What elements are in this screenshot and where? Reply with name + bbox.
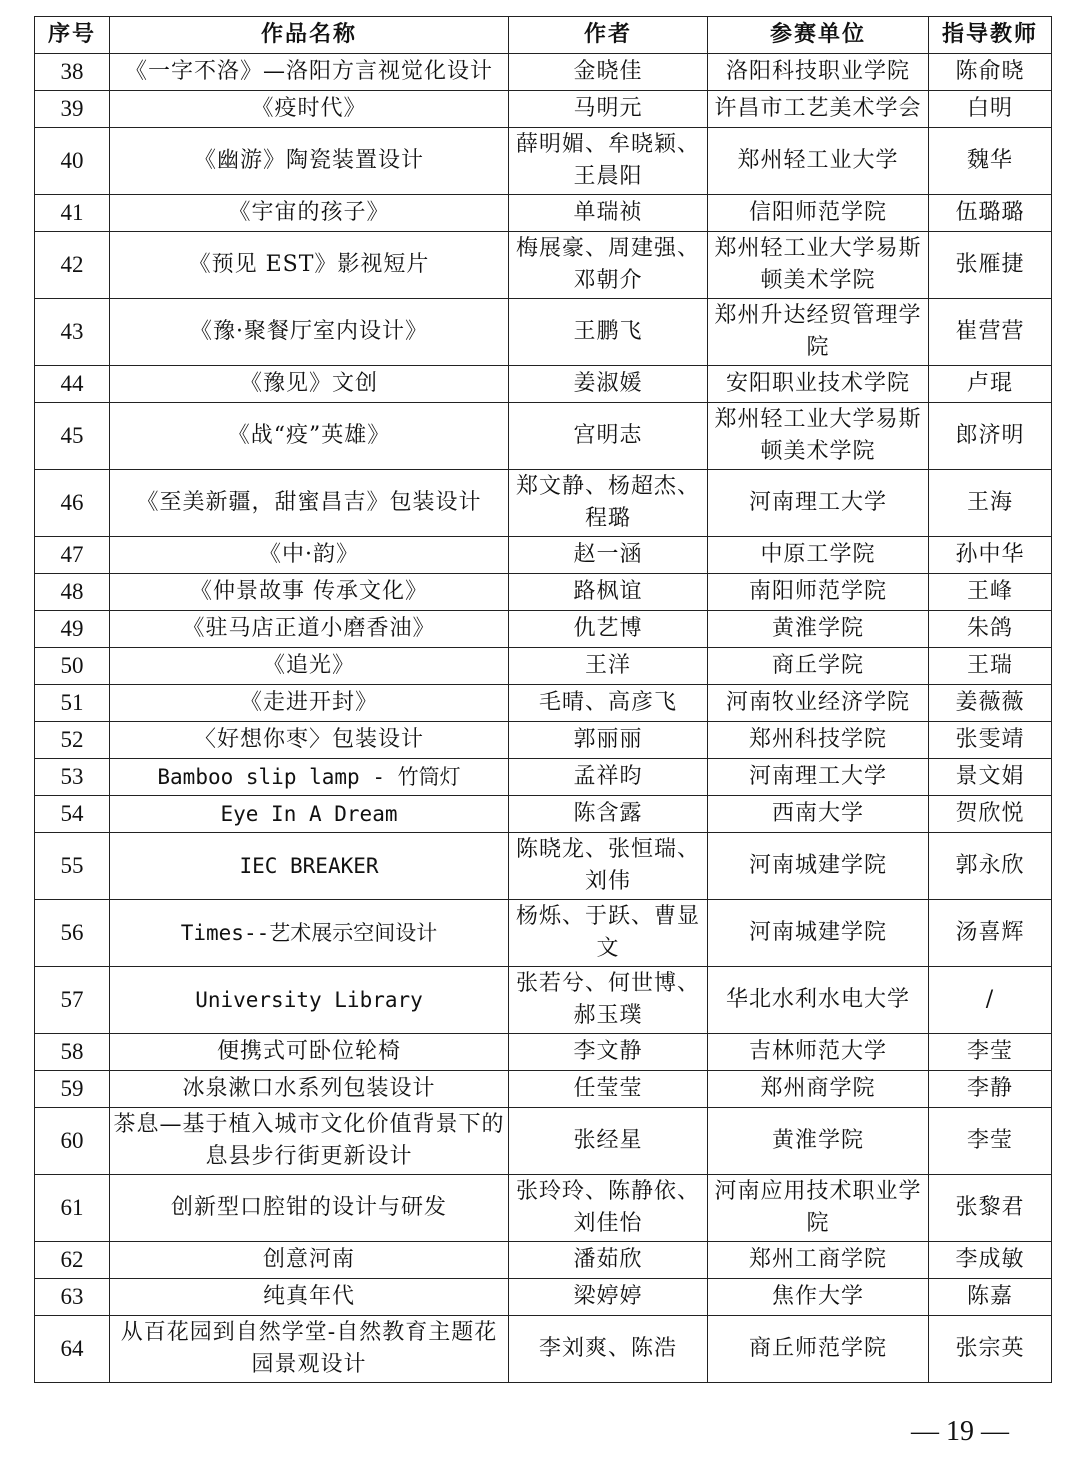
cell-number: 43 — [35, 299, 110, 366]
cell-unit: 郑州科技学院 — [708, 722, 929, 759]
cell-teacher: 王峰 — [929, 574, 1052, 611]
cell-unit: 华北水利水电大学 — [708, 967, 929, 1034]
cell-title: University Library — [110, 967, 509, 1034]
cell-number: 49 — [35, 611, 110, 648]
cell-teacher: 卢琨 — [929, 366, 1052, 403]
cell-unit: 河南理工大学 — [708, 470, 929, 537]
cell-number: 46 — [35, 470, 110, 537]
cell-number: 63 — [35, 1279, 110, 1316]
table-row — [35, 366, 1052, 403]
page-number: — 19 — — [911, 1416, 1009, 1447]
cell-teacher: 孙中华 — [929, 537, 1052, 574]
cell-title: 《豫见》文创 — [110, 366, 509, 403]
cell-number: 40 — [35, 128, 110, 195]
table-header-row — [35, 17, 1052, 54]
cell-author: 孟祥昀 — [509, 759, 708, 796]
cell-author: 马明元 — [509, 91, 708, 128]
cell-teacher: 陈俞晓 — [929, 54, 1052, 91]
cell-author: 任莹莹 — [509, 1071, 708, 1108]
cell-author: 梁婷婷 — [509, 1279, 708, 1316]
cell-author: 毛晴、高彦飞 — [509, 685, 708, 722]
cell-number: 50 — [35, 648, 110, 685]
cell-author: 郭丽丽 — [509, 722, 708, 759]
table-row — [35, 833, 1052, 900]
cell-author: 薛明媚、牟晓颖、王晨阳 — [509, 128, 708, 195]
cell-teacher: / — [929, 967, 1052, 1034]
cell-author: 姜淑媛 — [509, 366, 708, 403]
cell-author: 张玲玲、陈静依、刘佳怡 — [509, 1175, 708, 1242]
cell-unit: 河南城建学院 — [708, 833, 929, 900]
cell-title: 《预见 EST》影视短片 — [110, 232, 509, 299]
cell-title: 《驻马店正道小磨香油》 — [110, 611, 509, 648]
cell-unit: 郑州轻工业大学易斯顿美术学院 — [708, 403, 929, 470]
cell-teacher: 陈嘉 — [929, 1279, 1052, 1316]
cell-author: 仇艺博 — [509, 611, 708, 648]
cell-number: 41 — [35, 195, 110, 232]
cell-title: Eye In A Dream — [110, 796, 509, 833]
cell-title: 《战“疫”英雄》 — [110, 403, 509, 470]
cell-teacher: 张黎君 — [929, 1175, 1052, 1242]
cell-unit: 河南应用技术职业学院 — [708, 1175, 929, 1242]
cell-unit: 郑州工商学院 — [708, 1242, 929, 1279]
cell-teacher: 汤喜辉 — [929, 900, 1052, 967]
cell-teacher: 朱鸽 — [929, 611, 1052, 648]
cell-teacher: 伍璐璐 — [929, 195, 1052, 232]
cell-teacher: 郭永欣 — [929, 833, 1052, 900]
table-row — [35, 967, 1052, 1034]
cell-number: 64 — [35, 1316, 110, 1383]
cell-author: 赵一涵 — [509, 537, 708, 574]
cell-number: 62 — [35, 1242, 110, 1279]
cell-teacher: 崔营营 — [929, 299, 1052, 366]
cell-teacher: 贺欣悦 — [929, 796, 1052, 833]
cell-unit: 黄淮学院 — [708, 611, 929, 648]
cell-author: 郑文静、杨超杰、程璐 — [509, 470, 708, 537]
cell-unit: 洛阳科技职业学院 — [708, 54, 929, 91]
cell-teacher: 李成敏 — [929, 1242, 1052, 1279]
cell-teacher: 张雯靖 — [929, 722, 1052, 759]
header-unit: 参赛单位 — [708, 17, 929, 54]
cell-title: 《幽游》陶瓷装置设计 — [110, 128, 509, 195]
cell-title: IEC BREAKER — [110, 833, 509, 900]
cell-unit: 中原工学院 — [708, 537, 929, 574]
cell-title: 〈好想你枣〉包装设计 — [110, 722, 509, 759]
cell-teacher: 魏华 — [929, 128, 1052, 195]
cell-title: 《仲景故事 传承文化》 — [110, 574, 509, 611]
cell-unit: 安阳职业技术学院 — [708, 366, 929, 403]
cell-unit: 黄淮学院 — [708, 1108, 929, 1175]
cell-teacher: 景文娟 — [929, 759, 1052, 796]
cell-number: 61 — [35, 1175, 110, 1242]
cell-teacher: 李静 — [929, 1071, 1052, 1108]
cell-author: 李文静 — [509, 1034, 708, 1071]
table-row — [35, 195, 1052, 232]
table-row — [35, 1108, 1052, 1175]
cell-teacher: 李莹 — [929, 1108, 1052, 1175]
cell-title: 创新型口腔钳的设计与研发 — [110, 1175, 509, 1242]
cell-number: 42 — [35, 232, 110, 299]
cell-number: 39 — [35, 91, 110, 128]
cell-author: 路枫谊 — [509, 574, 708, 611]
cell-teacher: 李莹 — [929, 1034, 1052, 1071]
table-row — [35, 403, 1052, 470]
table-row — [35, 299, 1052, 366]
cell-unit: 许昌市工艺美术学会 — [708, 91, 929, 128]
table-row — [35, 722, 1052, 759]
cell-teacher: 姜薇薇 — [929, 685, 1052, 722]
cell-number: 57 — [35, 967, 110, 1034]
table-row — [35, 1279, 1052, 1316]
cell-title: 纯真年代 — [110, 1279, 509, 1316]
cell-number: 58 — [35, 1034, 110, 1071]
cell-unit: 商丘学院 — [708, 648, 929, 685]
cell-unit: 南阳师范学院 — [708, 574, 929, 611]
cell-teacher: 张雁捷 — [929, 232, 1052, 299]
header-teacher: 指导教师 — [929, 17, 1052, 54]
cell-author: 王鹏飞 — [509, 299, 708, 366]
table-body — [35, 54, 1052, 1383]
table-row — [35, 900, 1052, 967]
cell-title: 《走进开封》 — [110, 685, 509, 722]
cell-number: 60 — [35, 1108, 110, 1175]
cell-title: 《豫·聚餐厅室内设计》 — [110, 299, 509, 366]
table-row — [35, 611, 1052, 648]
cell-number: 56 — [35, 900, 110, 967]
cell-author: 金晓佳 — [509, 54, 708, 91]
cell-title: 冰泉漱口水系列包装设计 — [110, 1071, 509, 1108]
cell-unit: 河南牧业经济学院 — [708, 685, 929, 722]
cell-teacher: 王海 — [929, 470, 1052, 537]
cell-unit: 西南大学 — [708, 796, 929, 833]
table-row — [35, 537, 1052, 574]
table-row — [35, 470, 1052, 537]
table-row — [35, 685, 1052, 722]
cell-title: 《中·韵》 — [110, 537, 509, 574]
cell-title: 《疫时代》 — [110, 91, 509, 128]
cell-unit: 郑州轻工业大学 — [708, 128, 929, 195]
cell-unit: 郑州商学院 — [708, 1071, 929, 1108]
cell-number: 38 — [35, 54, 110, 91]
cell-title: 便携式可卧位轮椅 — [110, 1034, 509, 1071]
cell-teacher: 王瑞 — [929, 648, 1052, 685]
table-row — [35, 54, 1052, 91]
table-row — [35, 91, 1052, 128]
header-author: 作者 — [509, 17, 708, 54]
cell-number: 51 — [35, 685, 110, 722]
cell-unit: 河南理工大学 — [708, 759, 929, 796]
cell-number: 45 — [35, 403, 110, 470]
cell-unit: 吉林师范大学 — [708, 1034, 929, 1071]
cell-author: 张若兮、何世博、郝玉璞 — [509, 967, 708, 1034]
cell-title: 《至美新疆，甜蜜昌吉》包装设计 — [110, 470, 509, 537]
cell-title: 《一字不洛》—洛阳方言视觉化设计 — [110, 54, 509, 91]
header-number: 序号 — [35, 17, 110, 54]
table-row — [35, 1242, 1052, 1279]
header-title: 作品名称 — [110, 17, 509, 54]
cell-author: 王洋 — [509, 648, 708, 685]
table-row — [35, 796, 1052, 833]
cell-teacher: 白明 — [929, 91, 1052, 128]
cell-number: 53 — [35, 759, 110, 796]
cell-author: 张经星 — [509, 1108, 708, 1175]
cell-title: 《追光》 — [110, 648, 509, 685]
table-row — [35, 232, 1052, 299]
awards-table — [34, 16, 1052, 1383]
cell-number: 44 — [35, 366, 110, 403]
cell-author: 宫明志 — [509, 403, 708, 470]
table-row — [35, 1071, 1052, 1108]
cell-teacher: 张宗英 — [929, 1316, 1052, 1383]
cell-number: 48 — [35, 574, 110, 611]
cell-unit: 郑州升达经贸管理学院 — [708, 299, 929, 366]
cell-number: 47 — [35, 537, 110, 574]
table-row — [35, 128, 1052, 195]
cell-unit: 焦作大学 — [708, 1279, 929, 1316]
cell-author: 陈晓龙、张恒瑞、刘伟 — [509, 833, 708, 900]
cell-unit: 信阳师范学院 — [708, 195, 929, 232]
cell-teacher: 郎济明 — [929, 403, 1052, 470]
table-row — [35, 759, 1052, 796]
cell-title: 茶息—基于植入城市文化价值背景下的息县步行街更新设计 — [110, 1108, 509, 1175]
cell-author: 单瑞祯 — [509, 195, 708, 232]
table-row — [35, 574, 1052, 611]
cell-title: 《宇宙的孩子》 — [110, 195, 509, 232]
cell-title: 从百花园到自然学堂-自然教育主题花园景观设计 — [110, 1316, 509, 1383]
cell-number: 54 — [35, 796, 110, 833]
cell-number: 59 — [35, 1071, 110, 1108]
table-row — [35, 648, 1052, 685]
table-row — [35, 1175, 1052, 1242]
table-row — [35, 1034, 1052, 1071]
table-row — [35, 1316, 1052, 1383]
cell-number: 52 — [35, 722, 110, 759]
cell-title: Times--艺术展示空间设计 — [110, 900, 509, 967]
cell-title: Bamboo slip lamp - 竹筒灯 — [110, 759, 509, 796]
cell-unit: 商丘师范学院 — [708, 1316, 929, 1383]
cell-author: 梅展豪、周建强、邓朝介 — [509, 232, 708, 299]
cell-author: 陈含露 — [509, 796, 708, 833]
cell-author: 杨烁、于跃、曹显文 — [509, 900, 708, 967]
cell-author: 李刘爽、陈浩 — [509, 1316, 708, 1383]
cell-number: 55 — [35, 833, 110, 900]
cell-unit: 郑州轻工业大学易斯顿美术学院 — [708, 232, 929, 299]
cell-author: 潘茹欣 — [509, 1242, 708, 1279]
cell-unit: 河南城建学院 — [708, 900, 929, 967]
cell-title: 创意河南 — [110, 1242, 509, 1279]
